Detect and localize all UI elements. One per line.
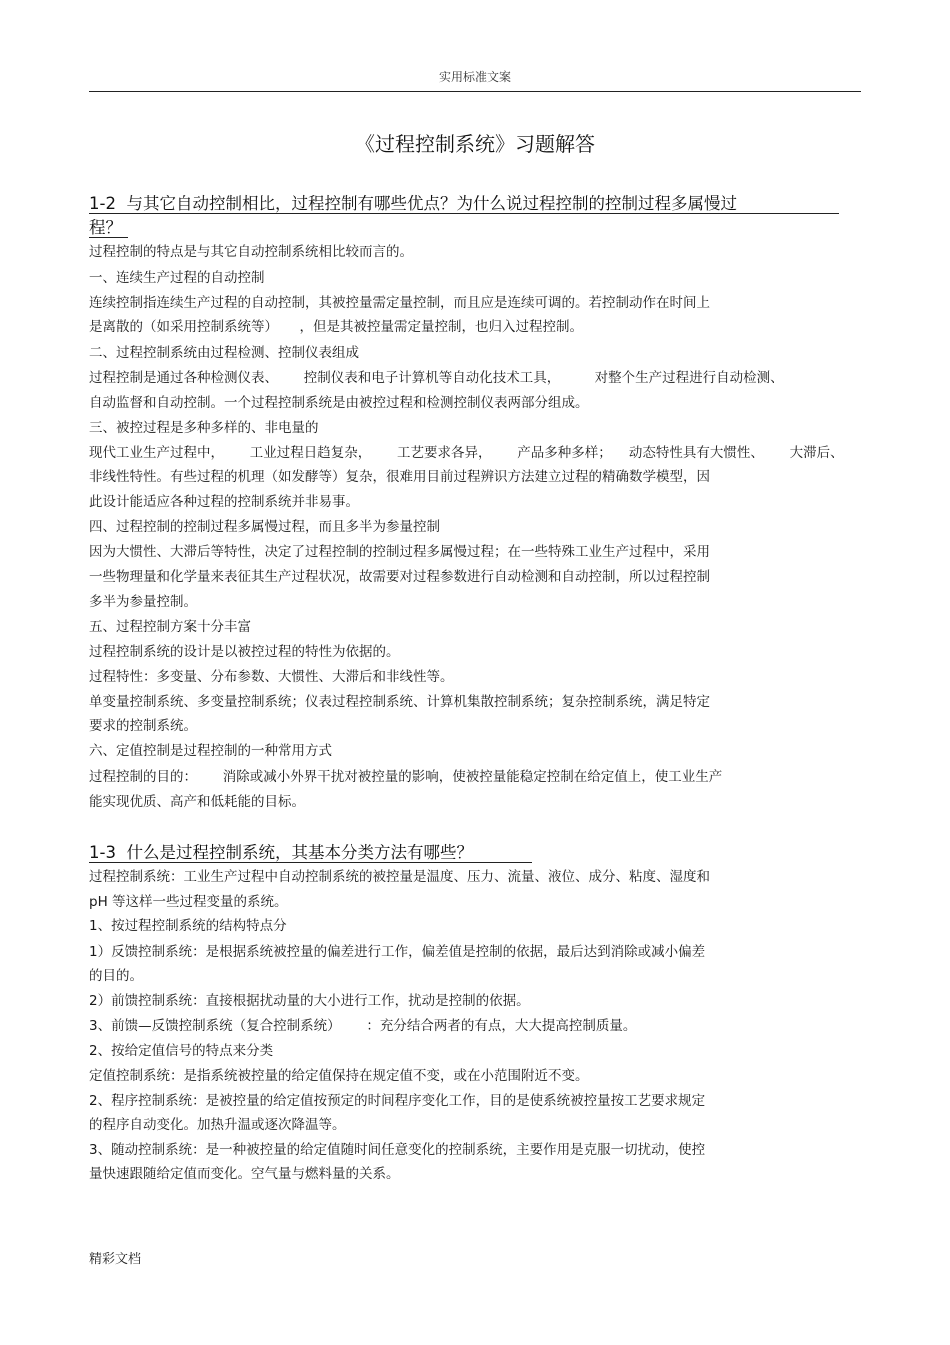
q12-line: 非线性特性。有些过程的机理（如发酵等）复杂，很难用目前过程辨识方法建立过程的精确数学模型，因 [89,469,710,485]
q12-line: 连续控制指连续生产过程的自动控制，其被控量需定量控制，而且应是连续可调的。若控制动作在时间上 [89,295,710,311]
q12-line: 此设计能适应各种过程的控制系统并非易事。 [89,494,359,510]
q12-line: 六、定值控制是过程控制的一种常用方式 [89,743,332,759]
q13-line: 定值控制系统：是指系统被控量的给定值保持在规定值不变，或在小范围附近不变。 [89,1068,589,1084]
q13-line: 过程控制系统：工业生产过程中自动控制系统的被控量是温度、压力、流量、液位、成分、粘度、湿度和 [89,869,710,885]
q13-line: 量快速跟随给定值而变化。空气量与燃料量的关系。 [89,1166,400,1182]
q12-line: 过程特性：多变量、分布参数、大惯性、大滞后和非线性等。 [89,669,454,685]
q12-line: 过程控制是通过各种检测仪表、 控制仪表和电子计算机等自动化技术工具， 对整个生产过程进行自动检测、 [89,370,784,386]
q13-line: 1）反馈控制系统：是根据系统被控量的偏差进行工作，偏差值是控制的依据，最后达到消除或减小偏差 [89,944,706,960]
q12-line: 多半为参量控制。 [89,594,197,610]
q12-line: 单变量控制系统、多变量控制系统；仪表过程控制系统、计算机集散控制系统；复杂控制系统，满足特定 [89,694,710,710]
q12-line: 一、连续生产过程的自动控制 [89,270,265,286]
header-rule [89,91,861,92]
q13-line: 3、随动控制系统：是一种被控量的给定值随时间任意变化的控制系统，主要作用是克服一切扰动，使控 [89,1142,706,1158]
q12-line: 能实现优质、高产和低耗能的目标。 [89,794,305,810]
q12-line: 一些物理量和化学量来表征其生产过程状况，故需要对过程参数进行自动检测和自动控制，所以过程控制 [89,569,710,585]
q13-line: 1、按过程控制系统的结构特点分 [89,918,287,934]
q12-line: 四、过程控制的控制过程多属慢过程，而且多半为参量控制 [89,519,440,535]
q12-line: 五、过程控制方案十分丰富 [89,619,251,635]
page-header: 实用标准文案 [438,70,511,84]
q12-line: 三、被控过程是多种多样的、非电量的 [89,420,319,436]
q12-line: 过程控制的特点是与其它自动控制系统相比较而言的。 [89,244,413,260]
q13-line: 2、程序控制系统：是被控量的给定值按预定的时间程序变化工作，目的是使系统被控量按工艺要求规定 [89,1093,706,1109]
q13-line: 的程序自动变化。加热升温或逐次降温等。 [89,1117,346,1133]
question-1-2-heading-line1: 1-2 与其它自动控制相比，过程控制有哪些优点？为什么说过程控制的控制过程多属慢过 [89,194,737,213]
q13-line: 的目的。 [89,968,143,984]
q12-line: 二、过程控制系统由过程检测、控制仪表组成 [89,345,359,361]
question-1-2-heading-line2: 程？ [89,218,122,237]
q12-line: 因为大惯性、大滞后等特性，决定了过程控制的控制过程多属慢过程；在一些特殊工业生产过程中，采用 [89,544,710,560]
question-1-2-underline-2 [89,237,128,238]
q12-line: 现代工业生产过程中， 工业过程日趋复杂， 工艺要求各异， 产品多种多样； 动态特性具有大惯性、 大滞后、 [89,445,844,461]
question-1-3-heading: 1-3 什么是过程控制系统，其基本分类方法有哪些？ [89,843,473,862]
question-1-3-underline [89,862,532,863]
q13-line: 2）前馈控制系统：直接根据扰动量的大小进行工作，扰动是控制的依据。 [89,993,530,1009]
q12-line: 是离散的（如采用控制系统等） ，但是其被控量需定量控制，也归入过程控制。 [89,319,583,335]
q13-line: pH 等这样一些过程变量的系统。 [89,894,288,910]
document-title: 《过程控制系统》习题解答 [355,132,595,156]
q13-line: 3、前馈—反馈控制系统（复合控制系统） ：充分结合两者的有点，大大提高控制质量。 [89,1018,637,1034]
question-1-2-underline-1 [89,213,839,214]
q12-line: 过程控制系统的设计是以被控过程的特性为依据的。 [89,644,400,660]
q12-line: 要求的控制系统。 [89,718,197,734]
page-footer: 精彩文档 [89,1252,142,1267]
q12-line: 自动监督和自动控制。一个过程控制系统是由被控过程和检测控制仪表两部分组成。 [89,395,589,411]
q12-line: 过程控制的目的： 消除或减小外界干扰对被控量的影响，使被控量能稳定控制在给定值上，使工业生产 [89,769,723,785]
q13-line: 2、按给定值信号的特点来分类 [89,1043,274,1059]
